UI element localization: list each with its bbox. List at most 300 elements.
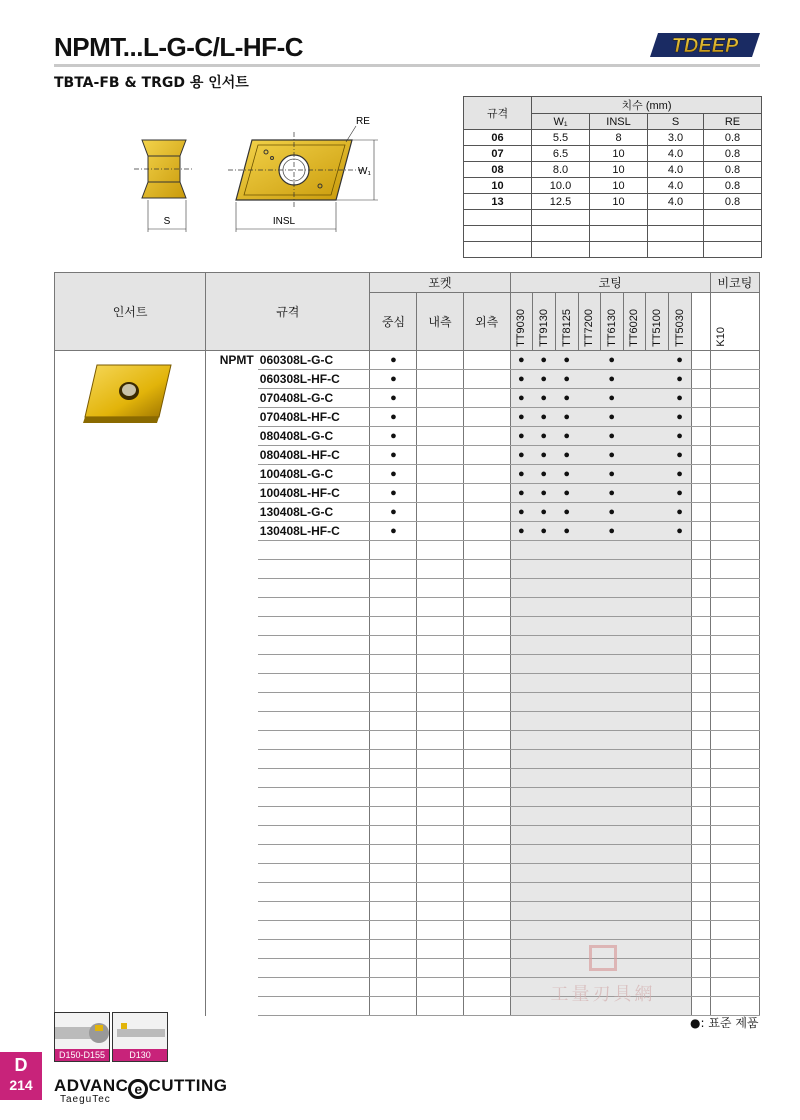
coating-cell xyxy=(600,541,623,560)
coating-spare-cell xyxy=(691,636,710,655)
thumb-caption-d130: D130 xyxy=(113,1049,167,1061)
pocket-cell xyxy=(463,674,510,693)
uncoated-cell xyxy=(710,693,759,712)
header-insert: 인서트 xyxy=(55,273,206,351)
table-row xyxy=(55,351,760,370)
spec-cell: 4.0 xyxy=(648,146,704,162)
spec-empty-row xyxy=(464,210,762,226)
uncoated-cell xyxy=(710,750,759,769)
coating-cell: ● xyxy=(668,370,691,389)
pocket-cell: ● xyxy=(370,351,417,370)
legend-standard-product: ●: 표준 제품 xyxy=(690,1016,759,1030)
coating-cell xyxy=(532,636,555,655)
pocket-cell xyxy=(370,959,417,978)
pocket-cell xyxy=(370,674,417,693)
coating-cell xyxy=(600,750,623,769)
pocket-cell xyxy=(417,902,463,921)
section-letter: D xyxy=(14,1055,28,1075)
pocket-cell: ● xyxy=(370,427,417,446)
coating-cell xyxy=(532,826,555,845)
uncoated-cell xyxy=(710,883,759,902)
coating-cell xyxy=(668,959,691,978)
pocket-cell xyxy=(417,465,463,484)
coating-cell: ● xyxy=(532,465,555,484)
coating-cell: ● xyxy=(668,484,691,503)
coating-cell xyxy=(645,446,668,465)
product-code xyxy=(258,978,370,997)
coating-cell: ● xyxy=(600,522,623,541)
coating-cell xyxy=(668,712,691,731)
pocket-cell xyxy=(417,560,463,579)
coating-cell xyxy=(668,902,691,921)
uncoated-cell xyxy=(710,902,759,921)
uncoated-cell xyxy=(710,446,759,465)
coating-cell xyxy=(555,560,578,579)
coating-cell xyxy=(555,864,578,883)
coating-cell: ● xyxy=(600,389,623,408)
pocket-cell xyxy=(463,636,510,655)
pocket-cell xyxy=(463,370,510,389)
dimension-table xyxy=(463,96,762,258)
coating-cell xyxy=(623,750,645,769)
coating-cell xyxy=(555,712,578,731)
coating-cell: ● xyxy=(510,465,532,484)
pocket-cell xyxy=(463,712,510,731)
header-coating-spare xyxy=(691,293,710,351)
coating-cell xyxy=(600,674,623,693)
coating-spare-cell xyxy=(691,370,710,389)
coating-cell xyxy=(532,541,555,560)
coating-spare-cell xyxy=(691,826,710,845)
pocket-cell xyxy=(417,921,463,940)
spec-header-dimensions: 치수 (mm) xyxy=(532,97,762,114)
coating-cell: ● xyxy=(555,370,578,389)
coating-cell xyxy=(510,997,532,1016)
label-s: S xyxy=(163,216,171,227)
coating-cell xyxy=(645,769,668,788)
coating-cell xyxy=(623,522,645,541)
spec-size-code: 07 xyxy=(464,146,532,162)
product-code xyxy=(258,959,370,978)
coating-cell xyxy=(578,465,600,484)
watermark: 工量刃具網 xyxy=(538,945,668,1005)
coating-spare-cell xyxy=(691,503,710,522)
pocket-cell: ● xyxy=(370,370,417,389)
coating-cell xyxy=(555,655,578,674)
coating-cell xyxy=(578,693,600,712)
coating-cell xyxy=(532,902,555,921)
uncoated-cell xyxy=(710,541,759,560)
pocket-cell xyxy=(463,769,510,788)
coating-cell xyxy=(668,883,691,902)
coating-cell xyxy=(532,750,555,769)
coating-cell xyxy=(668,636,691,655)
coating-cell: ● xyxy=(600,484,623,503)
coating-cell xyxy=(532,864,555,883)
uncoated-cell xyxy=(710,769,759,788)
coating-spare-cell xyxy=(691,598,710,617)
pocket-cell xyxy=(417,712,463,731)
coating-cell xyxy=(532,712,555,731)
coating-cell xyxy=(532,693,555,712)
spec-row xyxy=(464,178,762,194)
product-code xyxy=(258,541,370,560)
coating-cell xyxy=(532,579,555,598)
coating-cell xyxy=(623,769,645,788)
coating-cell xyxy=(600,788,623,807)
coating-cell xyxy=(668,807,691,826)
coating-cell xyxy=(555,579,578,598)
coating-cell xyxy=(645,845,668,864)
coating-cell xyxy=(645,674,668,693)
pocket-cell xyxy=(370,807,417,826)
taegutec-logo-text: TaeguTec xyxy=(60,1094,111,1105)
pocket-cell xyxy=(463,389,510,408)
spec-col-insl: INSL xyxy=(590,114,648,130)
spec-empty-row xyxy=(464,242,762,258)
coating-cell xyxy=(555,674,578,693)
thumb-link-d130[interactable] xyxy=(112,1012,168,1062)
coating-cell xyxy=(578,788,600,807)
coating-cell xyxy=(668,750,691,769)
coating-cell xyxy=(623,788,645,807)
pocket-cell xyxy=(370,921,417,940)
pocket-cell xyxy=(417,788,463,807)
coating-cell xyxy=(532,731,555,750)
pocket-cell xyxy=(417,598,463,617)
spec-col-s: S xyxy=(648,114,704,130)
coating-spare-cell xyxy=(691,465,710,484)
coating-cell xyxy=(510,693,532,712)
section-tab xyxy=(0,1052,42,1100)
uncoated-cell xyxy=(710,864,759,883)
coating-cell xyxy=(645,408,668,427)
pocket-cell xyxy=(370,769,417,788)
header-tt6020: TT6020 xyxy=(623,293,645,351)
coating-cell xyxy=(578,522,600,541)
coating-cell xyxy=(668,921,691,940)
coating-cell xyxy=(600,769,623,788)
coating-cell xyxy=(510,864,532,883)
pocket-cell xyxy=(417,750,463,769)
coating-cell xyxy=(668,560,691,579)
coating-cell xyxy=(555,921,578,940)
coating-cell xyxy=(578,731,600,750)
pocket-cell xyxy=(463,845,510,864)
coating-cell: ● xyxy=(510,351,532,370)
uncoated-cell xyxy=(710,826,759,845)
spec-cell: 10 xyxy=(590,194,648,210)
pocket-cell xyxy=(417,731,463,750)
header-size: 규격 xyxy=(206,273,370,351)
spec-row xyxy=(464,194,762,210)
pocket-cell xyxy=(370,997,417,1016)
coating-cell xyxy=(578,902,600,921)
coating-cell: ● xyxy=(510,370,532,389)
pocket-cell xyxy=(370,541,417,560)
pocket-cell xyxy=(417,864,463,883)
coating-cell xyxy=(578,807,600,826)
product-code xyxy=(258,655,370,674)
spec-cell: 0.8 xyxy=(704,178,762,194)
pocket-cell: ● xyxy=(370,408,417,427)
pocket-cell xyxy=(417,826,463,845)
spec-row xyxy=(464,146,762,162)
product-code xyxy=(258,617,370,636)
product-code xyxy=(258,826,370,845)
coating-cell xyxy=(555,788,578,807)
coating-cell xyxy=(645,389,668,408)
product-code xyxy=(258,807,370,826)
coating-cell xyxy=(600,864,623,883)
coating-cell: ● xyxy=(600,465,623,484)
pocket-cell xyxy=(417,636,463,655)
product-code xyxy=(258,693,370,712)
pocket-cell xyxy=(370,845,417,864)
coating-spare-cell xyxy=(691,693,710,712)
header-k10: K10 xyxy=(710,293,759,351)
coating-cell xyxy=(510,560,532,579)
coating-cell xyxy=(510,845,532,864)
coating-cell xyxy=(668,598,691,617)
coating-cell xyxy=(510,788,532,807)
thumb-link-d150[interactable] xyxy=(54,1012,110,1062)
coating-cell xyxy=(623,883,645,902)
pocket-cell xyxy=(463,807,510,826)
header-tt6130: TT6130 xyxy=(600,293,623,351)
insert-photo-cell xyxy=(55,351,206,1016)
coating-spare-cell xyxy=(691,997,710,1016)
coating-cell xyxy=(600,636,623,655)
coating-cell xyxy=(510,940,532,959)
uncoated-cell xyxy=(710,351,759,370)
coating-cell xyxy=(623,427,645,446)
coating-cell xyxy=(645,541,668,560)
product-code: 080408L-G-C xyxy=(258,427,370,446)
coating-cell xyxy=(532,560,555,579)
pocket-cell: ● xyxy=(370,484,417,503)
pocket-cell xyxy=(417,427,463,446)
coating-cell: ● xyxy=(532,389,555,408)
pocket-cell xyxy=(417,693,463,712)
uncoated-cell xyxy=(710,997,759,1016)
coating-cell xyxy=(578,446,600,465)
brand-text: TDEEP xyxy=(671,35,739,57)
coating-cell xyxy=(510,959,532,978)
coating-cell xyxy=(510,655,532,674)
coating-cell xyxy=(600,617,623,636)
pocket-cell xyxy=(370,693,417,712)
coating-spare-cell xyxy=(691,864,710,883)
coating-cell: ● xyxy=(555,484,578,503)
coating-cell xyxy=(532,655,555,674)
pocket-cell xyxy=(463,693,510,712)
coating-cell: ● xyxy=(532,351,555,370)
uncoated-cell xyxy=(710,370,759,389)
coating-spare-cell xyxy=(691,655,710,674)
coating-cell xyxy=(645,579,668,598)
coating-cell xyxy=(532,598,555,617)
coating-cell xyxy=(578,579,600,598)
coating-cell xyxy=(555,826,578,845)
coating-cell: ● xyxy=(532,408,555,427)
coating-cell xyxy=(510,769,532,788)
insert-side-view xyxy=(134,140,192,232)
coating-cell xyxy=(623,712,645,731)
coating-cell xyxy=(555,769,578,788)
coating-cell xyxy=(532,674,555,693)
coating-cell xyxy=(510,826,532,845)
pocket-cell xyxy=(463,484,510,503)
pocket-cell: ● xyxy=(370,522,417,541)
uncoated-cell xyxy=(710,978,759,997)
spec-cell: 0.8 xyxy=(704,162,762,178)
coating-cell xyxy=(623,826,645,845)
coating-cell: ● xyxy=(555,351,578,370)
coating-cell: ● xyxy=(555,427,578,446)
pocket-cell xyxy=(370,617,417,636)
coating-cell xyxy=(510,731,532,750)
coating-cell xyxy=(645,370,668,389)
pocket-cell xyxy=(463,750,510,769)
product-code xyxy=(258,940,370,959)
coating-cell xyxy=(600,712,623,731)
spec-size-code: 06 xyxy=(464,130,532,146)
coating-cell xyxy=(510,617,532,636)
pocket-cell xyxy=(463,598,510,617)
coating-cell xyxy=(645,598,668,617)
coating-cell: ● xyxy=(510,522,532,541)
product-code xyxy=(258,921,370,940)
coating-spare-cell xyxy=(691,883,710,902)
spec-cell: 4.0 xyxy=(648,178,704,194)
coating-cell xyxy=(668,541,691,560)
product-code xyxy=(258,864,370,883)
coating-cell xyxy=(532,883,555,902)
header-pocket-center: 중심 xyxy=(370,293,417,351)
coating-cell xyxy=(668,674,691,693)
coating-cell xyxy=(668,655,691,674)
coating-cell xyxy=(645,560,668,579)
coating-cell: ● xyxy=(555,446,578,465)
coating-cell xyxy=(600,560,623,579)
coating-spare-cell xyxy=(691,712,710,731)
pocket-cell xyxy=(463,522,510,541)
coating-cell xyxy=(532,769,555,788)
pocket-cell xyxy=(417,617,463,636)
product-code xyxy=(258,883,370,902)
boring-bar-icon xyxy=(55,1013,111,1051)
uncoated-cell xyxy=(710,389,759,408)
uncoated-cell xyxy=(710,427,759,446)
coating-cell xyxy=(600,883,623,902)
coating-cell: ● xyxy=(532,503,555,522)
coating-spare-cell xyxy=(691,351,710,370)
coating-cell xyxy=(578,921,600,940)
coating-spare-cell xyxy=(691,408,710,427)
coating-cell xyxy=(510,579,532,598)
spec-cell: 10 xyxy=(590,178,648,194)
header-tt7200: TT7200 xyxy=(578,293,600,351)
coating-cell: ● xyxy=(510,484,532,503)
product-code: 060308L-HF-C xyxy=(258,370,370,389)
spec-size-code: 10 xyxy=(464,178,532,194)
coating-cell xyxy=(510,541,532,560)
product-code xyxy=(258,598,370,617)
spec-col-w1: W₁ xyxy=(532,114,590,130)
coating-spare-cell xyxy=(691,902,710,921)
spec-cell: 12.5 xyxy=(532,194,590,210)
page-title: NPMT...L-G-C/L-HF-C xyxy=(54,32,304,62)
coating-cell: ● xyxy=(600,503,623,522)
coating-cell xyxy=(555,807,578,826)
uncoated-cell xyxy=(710,598,759,617)
pocket-cell xyxy=(370,826,417,845)
coating-cell xyxy=(623,902,645,921)
coating-cell: ● xyxy=(510,389,532,408)
coating-spare-cell xyxy=(691,750,710,769)
boring-tool-icon xyxy=(113,1013,169,1051)
coating-spare-cell xyxy=(691,579,710,598)
insert-top-view xyxy=(228,116,378,232)
coating-cell xyxy=(668,826,691,845)
pocket-cell xyxy=(370,750,417,769)
coating-cell xyxy=(668,579,691,598)
coating-cell xyxy=(578,617,600,636)
coating-cell xyxy=(578,769,600,788)
product-code: 130408L-HF-C xyxy=(258,522,370,541)
coating-cell xyxy=(600,579,623,598)
coating-cell xyxy=(623,351,645,370)
coating-cell: ● xyxy=(532,522,555,541)
pocket-cell: ● xyxy=(370,503,417,522)
pocket-cell xyxy=(463,959,510,978)
product-code xyxy=(258,902,370,921)
pocket-cell xyxy=(417,655,463,674)
coating-cell xyxy=(645,693,668,712)
insert-photo xyxy=(77,359,177,429)
coating-spare-cell xyxy=(691,769,710,788)
product-code xyxy=(258,636,370,655)
coating-cell: ● xyxy=(555,503,578,522)
product-code xyxy=(258,845,370,864)
coating-cell xyxy=(645,655,668,674)
coating-cell xyxy=(668,864,691,883)
pocket-cell xyxy=(370,636,417,655)
uncoated-cell xyxy=(710,579,759,598)
pocket-cell xyxy=(463,940,510,959)
pocket-cell xyxy=(417,484,463,503)
coating-spare-cell xyxy=(691,788,710,807)
coating-cell xyxy=(555,845,578,864)
coating-cell xyxy=(600,655,623,674)
pocket-cell xyxy=(417,408,463,427)
coating-cell xyxy=(555,902,578,921)
spec-cell: 8 xyxy=(590,130,648,146)
product-code xyxy=(258,788,370,807)
coating-cell xyxy=(645,522,668,541)
coating-spare-cell xyxy=(691,845,710,864)
coating-cell: ● xyxy=(510,427,532,446)
coating-cell: ● xyxy=(600,370,623,389)
spec-cell: 10 xyxy=(590,162,648,178)
coating-cell: ● xyxy=(510,503,532,522)
pocket-cell xyxy=(417,997,463,1016)
coating-cell: ● xyxy=(668,522,691,541)
coating-cell: ● xyxy=(668,408,691,427)
coating-cell xyxy=(578,864,600,883)
spec-cell: 0.8 xyxy=(704,130,762,146)
